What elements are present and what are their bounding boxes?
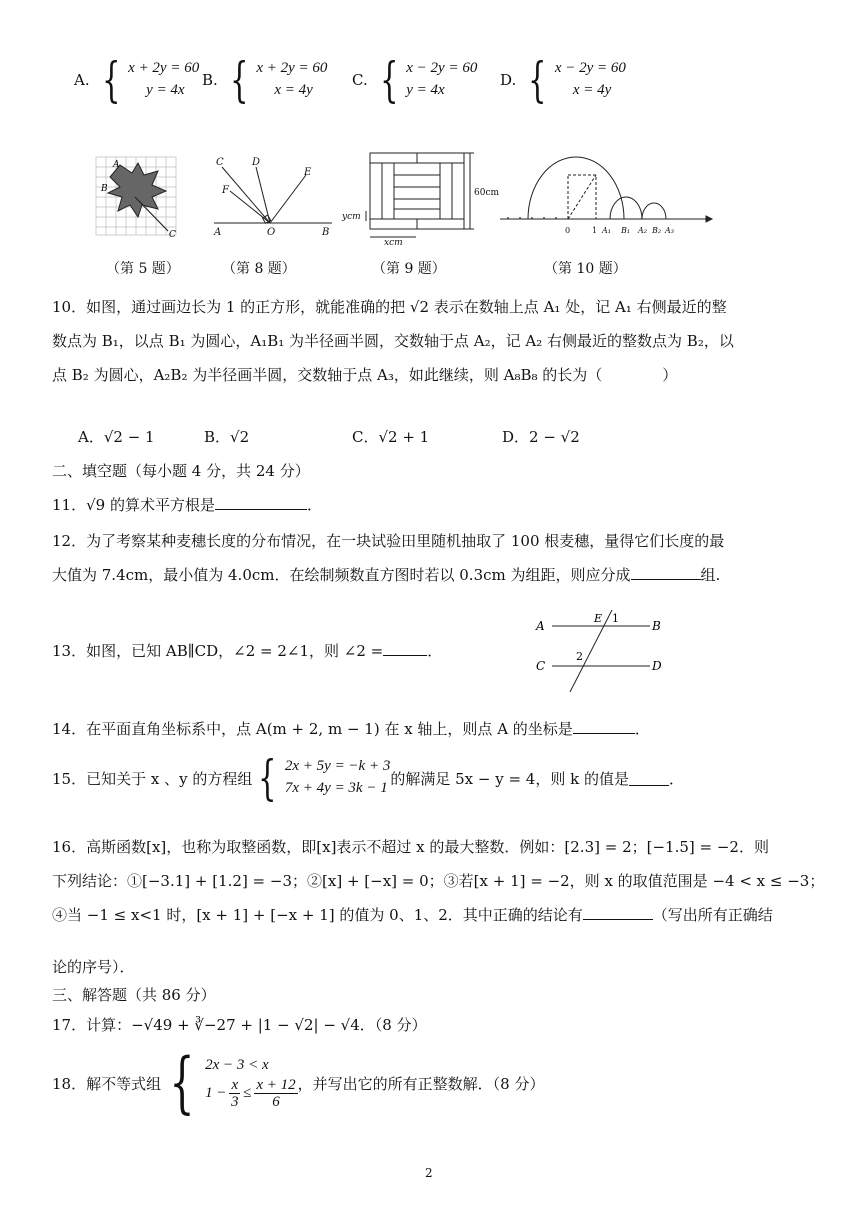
fig8-label-e: E [304, 167, 312, 178]
question-12: 12．为了考察某种麦穗长度的分布情况，在一块试验田里随机抽取了 100 根麦穗，量得它们长度的最 大值为 7.4cm，最小值为 4.0cm．在绘制频数直方图时若以 0.3cm 为组距，则应分成 组. [52, 532, 725, 584]
fig10-label-1: 1 [592, 226, 598, 235]
option-c: C. { x − 2y = 60 y = 4x [352, 52, 478, 108]
q10-line2: 数点为 B₁，以点 B₁ 为圆心，A₁B₁ 为半径画半圆，交数轴于点 A₂，记 A₂ 右侧最近的整数点为 B₂，以 [52, 332, 734, 350]
fig8-label-o: O [267, 227, 276, 238]
fig9-label-height: 60cm [474, 188, 500, 198]
q16-answer-blank[interactable] [583, 905, 653, 920]
question-15: 15．已知关于 x 、y 的方程组 { 2x + 5y = −k + 3 7x + 4y = 3k − 1 的解满足 5x − y = 4，则 k 的值是 ． [52, 750, 684, 806]
q9-options [74, 52, 794, 116]
q10-option-d: D．2 − √2 [502, 428, 580, 446]
option-a: A. { x + 2y = 60 y = 4x [74, 52, 200, 108]
fig13-label-b: B [652, 619, 661, 633]
caption-fig9: （第 9 题） [372, 261, 446, 277]
fig8-label-a: A [214, 227, 222, 238]
maple-leaf-shape [108, 163, 166, 217]
q10-line1: 10．如图，通过画边长为 1 的正方形，就能准确的把 √2 表示在数轴上点 A₁ 处，记 A₁ 右侧最近的整 [52, 298, 727, 316]
q10-option-a: A．√2 − 1 [78, 428, 155, 446]
caption-fig8: （第 8 题） [222, 261, 296, 277]
figures-row [80, 145, 720, 245]
fig10-label-a2: A₂ [638, 226, 647, 235]
fig5-leaf-grid [96, 157, 176, 240]
fig8-label-b: B [322, 227, 330, 238]
q10-line3: 点 B₂ 为圆心，A₂B₂ 为半径画半圆，交数轴于点 A₃，如此继续，则 A₈B₈ 的长为（ ） [52, 366, 678, 384]
fig10-label-0: 0 [565, 226, 571, 235]
q16-line4: 论的序号）． [52, 958, 135, 976]
q14-answer-blank[interactable] [573, 719, 635, 734]
section-2-heading: 二、填空题（每小题 4 分，共 24 分） [52, 462, 310, 480]
fig8-label-f: F [222, 185, 229, 196]
fig8-label-c: C [216, 157, 224, 168]
fig8-label-d: D [252, 157, 261, 168]
fig13-label-c: C [536, 659, 546, 673]
fig9-label-x: xcm [384, 238, 403, 245]
fig10-label-a3: A₃ [665, 226, 674, 235]
fig13-label-a: A [536, 619, 545, 633]
question-10 [52, 290, 822, 392]
fig13-parallel-lines [530, 606, 690, 696]
fig9-tile-rectangle [366, 153, 474, 237]
option-d: D. { x − 2y = 60 x = 4y [500, 52, 626, 108]
fig9-label-y: ycm [342, 212, 361, 222]
question-16: 16．高斯函数[x]，也称为取整函数，即[x]表示不超过 x 的最大整数．例如：[2.3] = 2；[−1.5] = −2．则 下列结论：①[−3.1] + [1.2] = −3；②[x] + [−x] = 0；③若[x + 1] = −2，则 x 的取值范围是 −4 < x ≤ −3； ④当 −1 ≤ x<1 时，[x + 1] + [−x + 1] 的值为 0、1、2．其中正确的结论有 （写出所有正确结 [52, 838, 825, 924]
question-14: 14．在平面直角坐标系中，点 A(m + 2, m − 1) 在 x 轴上，则点 A 的坐标是 ． [52, 720, 650, 738]
fig10-number-line [500, 157, 712, 222]
caption-fig5: （第 5 题） [106, 261, 180, 277]
q13-answer-blank[interactable] [383, 641, 427, 656]
option-b: B. { x + 2y = 60 x = 4y [202, 52, 328, 108]
q12-answer-blank[interactable] [631, 565, 701, 580]
page-number: 2 [425, 1166, 433, 1180]
fig13-label-e: E [594, 612, 603, 625]
fig10-label-b1: B₁ [621, 226, 631, 235]
fig13-label-d: D [652, 659, 662, 673]
fig8-angle-diagram [214, 167, 332, 223]
q15-answer-blank[interactable] [629, 771, 669, 786]
fig5-label-c: C [169, 230, 176, 240]
fig5-label-b: B [101, 184, 108, 194]
question-18: 18．解不等式组 { 2x − 3 < x 1 − $\frac{x}{3}$ ≤ $\frac{x + 12}{6}$ ，并写出它的所有正整数解．（8 分） [52, 1044, 545, 1121]
q10-option-c: C．√2 + 1 [352, 428, 430, 446]
q10-option-b: B．√2 [204, 428, 250, 446]
fig5-label-a: A [113, 160, 120, 170]
fig10-label-b2: B₂ [652, 226, 662, 235]
question-17: 17．计算：−√49 + ∛−27 + |1 − √2| − √4．（8 分） [52, 1016, 427, 1034]
section-3-heading: 三、解答题（共 86 分） [52, 986, 216, 1004]
fig10-label-a1: A₁ [602, 226, 611, 235]
caption-fig10: （第 10 题） [544, 261, 627, 277]
question-13: 13．如图，已知 AB∥CD，∠2 = 2∠1，则 ∠2 = ． [52, 642, 443, 660]
fig13-label-2: 2 [576, 650, 583, 663]
fig13-label-1: 1 [612, 612, 619, 625]
q11-answer-blank[interactable] [215, 495, 307, 510]
question-11: 11．√9 的算术平方根是 ． [52, 496, 322, 514]
